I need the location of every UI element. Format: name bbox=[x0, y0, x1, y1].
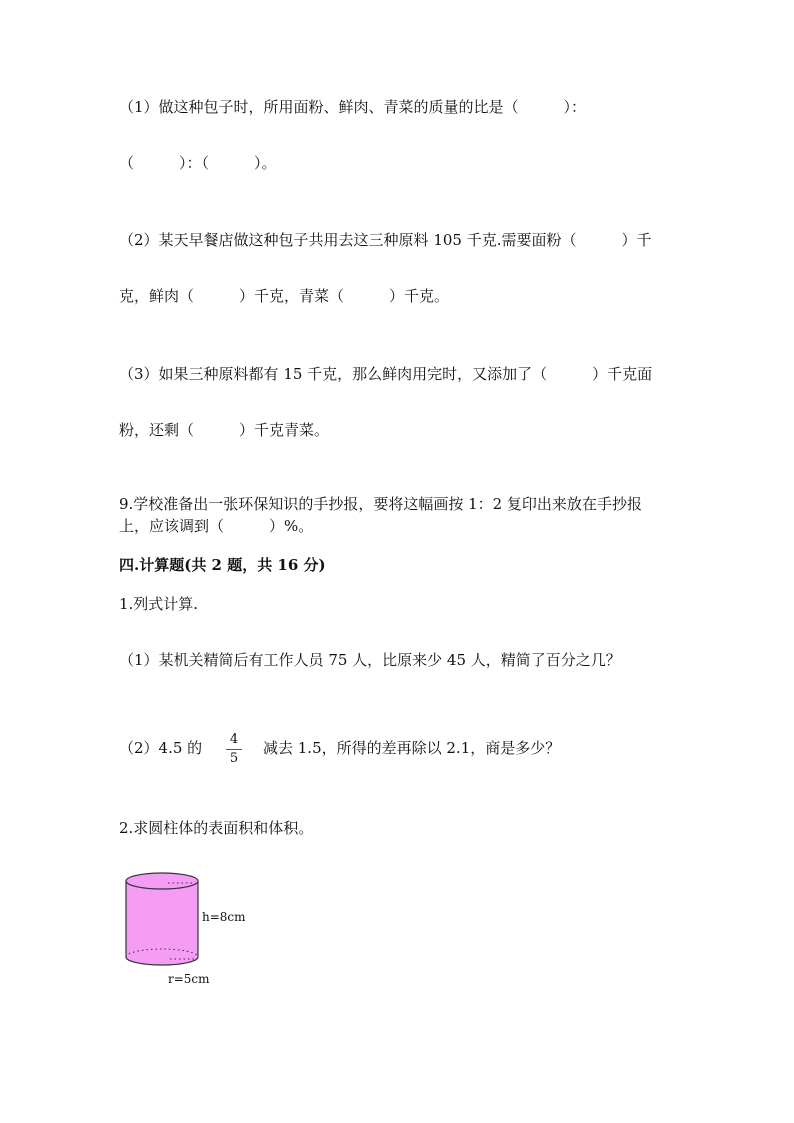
cylinder-top-ellipse bbox=[126, 873, 198, 889]
s4-q1-part2-suffix: 减去 1.5，所得的差再除以 2.1，商是多少？ bbox=[263, 739, 561, 757]
fraction-numerator: 4 bbox=[226, 733, 242, 750]
q8-part3-line1: （3）如果三种原料都有 15 千克，那么鲜肉用完时，又添加了（ ）千克面 bbox=[119, 365, 653, 383]
q9-line1: 9.学校准备出一张环保知识的手抄报，要将这幅画按 1：2 复印出来放在手抄报 bbox=[119, 495, 642, 513]
section-4-heading: 四.计算题(共 2 题，共 16 分) bbox=[119, 556, 326, 574]
s4-q2-title: 2.求圆柱体的表面积和体积。 bbox=[119, 819, 314, 837]
fraction-denominator: 5 bbox=[229, 751, 239, 766]
q8-part3-line2: 粉，还剩（ ）千克青菜。 bbox=[119, 421, 330, 439]
cylinder-bottom-arc bbox=[126, 957, 198, 965]
radius-label: r=5cm bbox=[168, 972, 210, 986]
q8-part2-line1: （2）某天早餐店做这种包子共用去这三种原料 105 千克.需要面粉（ ）千 bbox=[119, 231, 652, 249]
fraction-four-fifths bbox=[226, 733, 242, 766]
s4-q1-part1: （1）某机关精简后有工作人员 75 人，比原来少 45 人，精简了百分之几？ bbox=[119, 651, 621, 669]
q8-part1-line2: （ ）：（ ）。 bbox=[119, 154, 277, 172]
s4-q1-title: 1.列式计算. bbox=[119, 595, 199, 613]
q9-line2: 上，应该调到（ ）%。 bbox=[119, 517, 314, 535]
q8-part1-line1: （1）做这种包子时，所用面粉、鲜肉、青菜的质量的比是（ ）： bbox=[119, 98, 587, 116]
s4-q1-part2-prefix: （2）4.5 的 bbox=[119, 739, 203, 757]
cylinder-body bbox=[126, 881, 198, 957]
height-label: h=8cm bbox=[202, 910, 246, 924]
cylinder-figure bbox=[118, 868, 278, 994]
q8-part2-line2: 克，鲜肉（ ）千克，青菜（ ）千克。 bbox=[119, 287, 450, 305]
